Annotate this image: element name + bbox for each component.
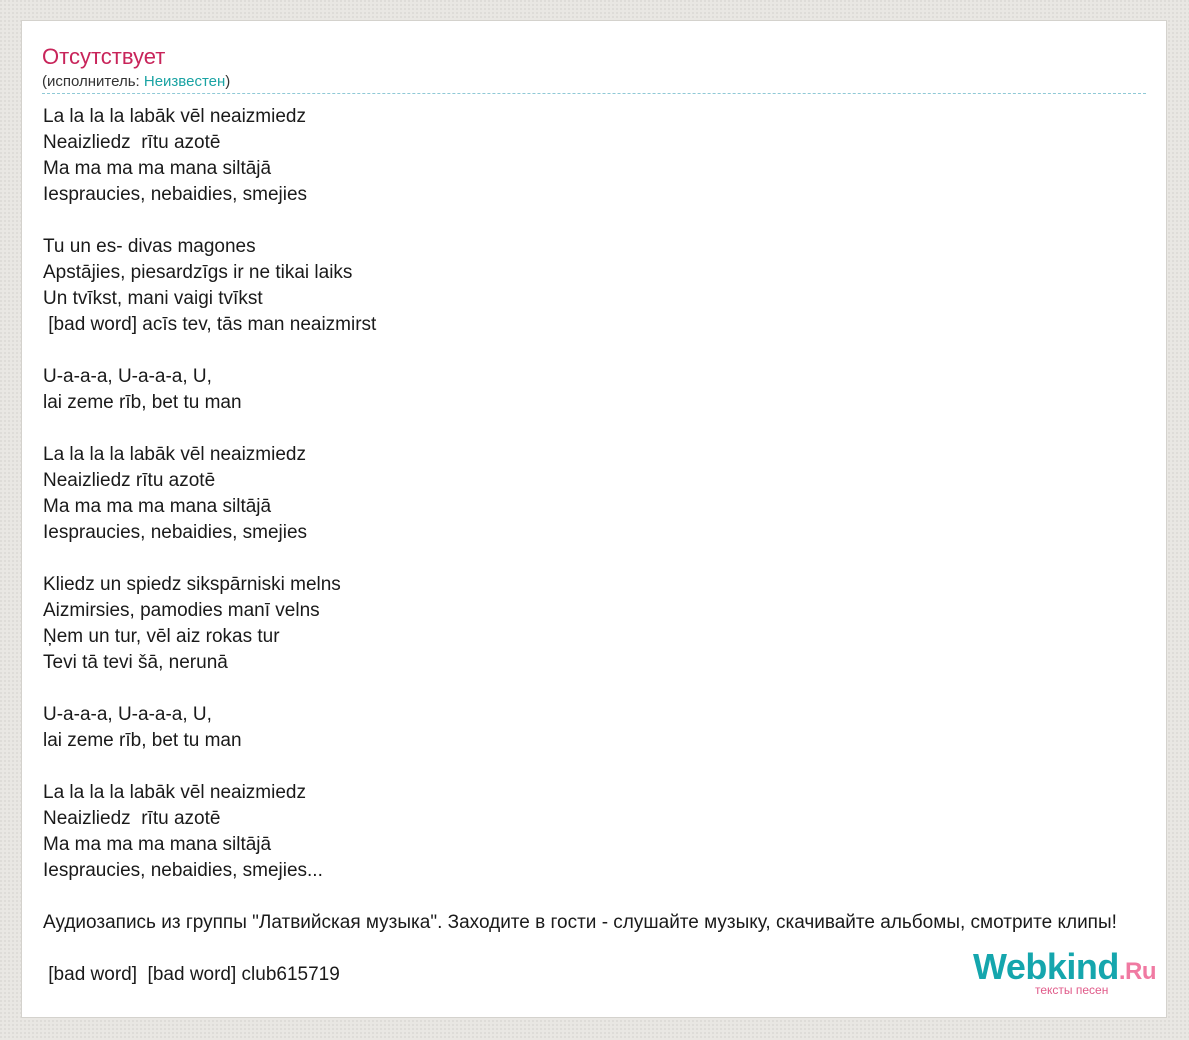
site-logo[interactable] [973,945,1167,1018]
logo-tagline: тексты песен [1035,983,1109,997]
lyrics-card [21,20,1167,1018]
artist-prefix: (исполнитель: [42,73,144,90]
logo-tld: .Ru [1118,958,1157,985]
artist-link[interactable]: Неизвестен [143,73,226,90]
artist-line [42,73,230,91]
song-title: Отсутствует [42,44,166,69]
lyrics-text: La la la la labāk vēl neaizmiedz Neaizliedz rītu azotē Ma ma ma ma mana siltājā Iespraucies, nebaidies, smejies Tu un es- divas magones Apstājies, piesardzīgs ir ne tikai laiks Un tvīkst, mani vaigi tvīkst [bad word] acīs tev, tās man neaizmirst U-a-a-a, U-a-a-a, U, lai zeme rīb, bet tu man La la la la labāk vēl neaizmiedz Neaizliedz rītu azotē Ma ma ma ma mana siltājā Iespraucies, nebaidies, smejies Kliedz un spiedz sikspārniski melns Aizmirsies, pamodies manī velns Ņem un tur, vēl aiz rokas tur Tevi tā tevi šā, nerunā U-a-a-a, U-a-a-a, U, lai zeme rīb, bet tu man La la la la labāk vēl neaizmiedz Neaizliedz rītu azotē Ma ma ma ma mana siltājā Iespraucies, nebaidies, smejies... Аудиозапись из группы "Латвийская музыка". Заходите в гости - слушайте музыку, скачивайте альбомы, смотрите клипы! [bad word] [bad word] club615719 [43,106,1117,985]
artist-suffix: ) [225,73,231,90]
logo-name: Webkind [973,946,1119,987]
title-divider [42,93,1146,94]
